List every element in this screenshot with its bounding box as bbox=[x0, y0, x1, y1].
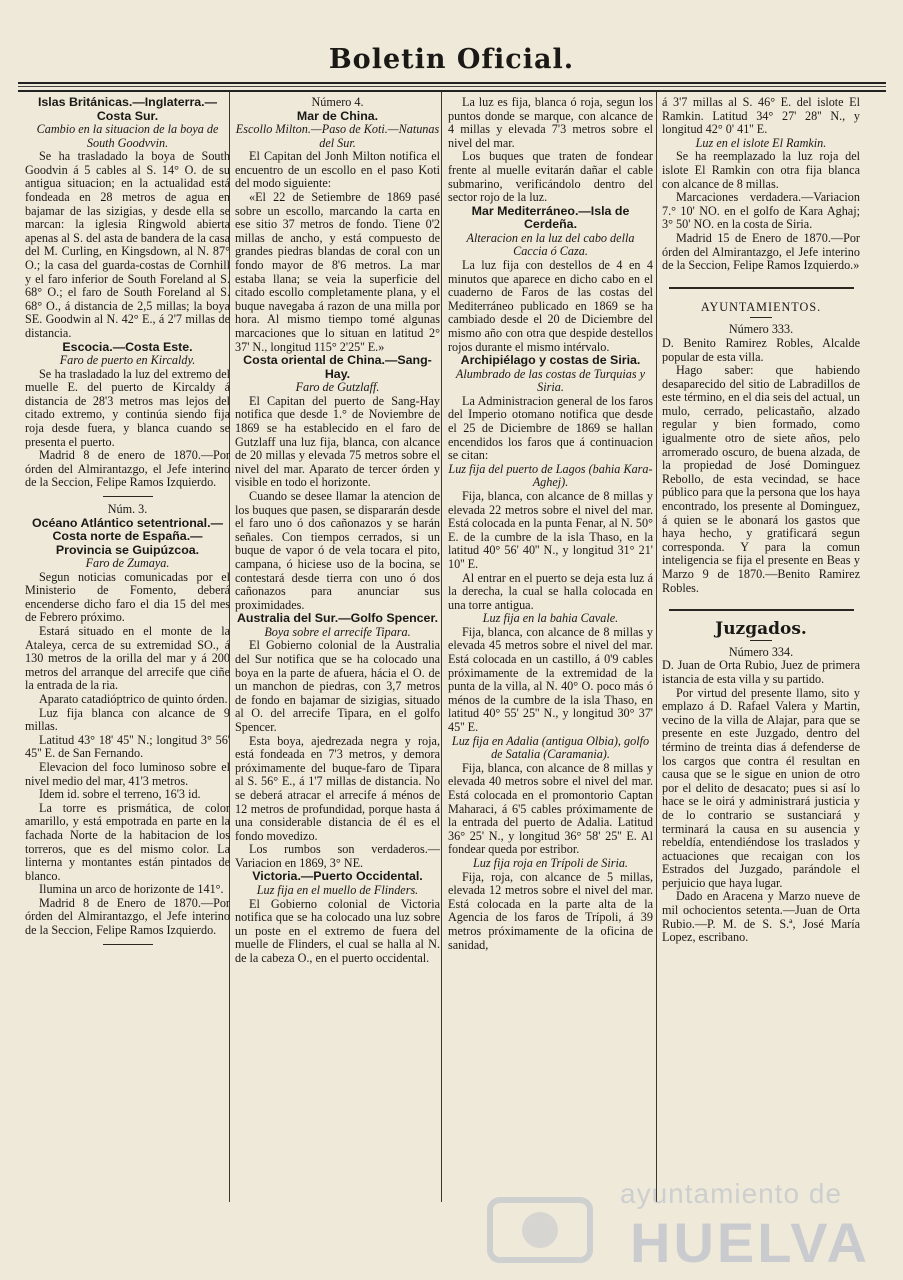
watermark-line2: HUELVA bbox=[630, 1211, 870, 1274]
crest-icon bbox=[480, 1190, 600, 1270]
section-subheading: Cambio en la situacion de la boya de South Goodvvin. bbox=[36, 122, 219, 150]
section-subheading: Boya sobre el arrecife Tipara. bbox=[264, 624, 411, 639]
paragraph: Luz fija blanca con alcance de 9 millas. bbox=[25, 705, 230, 734]
column-divider bbox=[441, 92, 442, 1202]
paragraph: Hago saber: que habiendo desaparecido del sitio de Labradillos de este término, en el dia seis del actual, un mulo, cerrado, pelicastaño, alzado regular y bien formado, como igualmente otro de siete años, pelo arromerado oscuro, de buena alzada, de la propiedad de José Dominguez Rebollo, de esta vecindad, se hace público para que la persona que los haya encontrado, los presente al Dominguez, á quien se le abonará los gastos que haya hecho, y gratificará segun corresponda. Y para la comun inteligencia se fija el presente en Beas y Marzo 9 de 1870.—Benito Ramirez Robles. bbox=[662, 363, 860, 595]
section-heading: Océano Atlántico setentrional.—Costa norte de España.—Provincia se Guipúzcoa. bbox=[32, 515, 223, 557]
section-subheading: Luz en el islote El Ramkin. bbox=[695, 135, 827, 150]
paragraph: Marcaciones verdadera.—Variacion 7.° 10' NO. en el golfo de Kara Aghaj; 3° 50' NO. en la costa de Siria. bbox=[662, 190, 860, 232]
section-subheading: Alteracion en la luz del cabo della Caccia ó Caza. bbox=[466, 230, 635, 259]
paragraph: La luz es fija, blanca ó roja, segun los puntos donde se marque, con alcance de 4 millas y elevada 7'3 metros sobre el nivel del mar. bbox=[448, 95, 653, 150]
paragraph: Los rumbos son verdaderos.—Variacion en 1869, 3° NE. bbox=[235, 842, 440, 870]
paragraph: El Gobierno colonial de Victoria notifica que se ha colocado una luz sobre un poste en el extremo de fuera del muelle de Flinders, el cual se halla al N. de la cabeza O., en el puerto occidental. bbox=[235, 896, 440, 965]
section-subheading: Faro de Gutzlaff. bbox=[295, 380, 380, 395]
section-subheading: Luz fija en la bahia Cavale. bbox=[482, 611, 619, 626]
paragraph: «El 22 de Setiembre de 1869 pasé sobre un escollo, marcando la carta en ese sitio 37 metros de fondo. Tiene 0'2 millas de ancho, y está compuesto de grandes piedras blandas de coral con un fondo mayor de 8'6 metros. La mar estaba llana; se veia la superficie del citado escollo completamente plana, y el buque navegaba á razon de una milla por hora. Al mismo tiempo tomé algunas marcaciones que lo situan en latitud 2° 37' N., longitud 115° 2'25'' E.» bbox=[235, 190, 440, 354]
column-2 bbox=[235, 96, 440, 966]
watermark-line1: ayuntamiento de bbox=[620, 1178, 843, 1209]
paragraph: Madrid 8 de Enero de 1870.—Por órden del Almirantazgo, el Jefe interino de la Seccion, Felipe Ramos Izquierdo. bbox=[25, 895, 230, 938]
paragraph: Fija, blanca, con alcance de 8 millas y elevada 45 metros sobre el nivel del mar. Está colocada en un castillo, á 0'9 cables próximamente de la extremidad de la punta de la villa, al N. 40° O. poco más ó ménos de la cumbre de la isla Thaso, en latitud 40° 55' 25'' N., y longitud 30° 37' 45'' E. bbox=[448, 624, 653, 735]
paragraph: Idem id. sobre el terreno, 16'3 id. bbox=[39, 787, 201, 802]
paragraph: Los buques que traten de fondear frente al muelle evitarán dañar el cable submarino, verificándolo dentro del sector rojo de la luz. bbox=[448, 149, 653, 205]
paragraph: La Administracion general de los faros del Imperio otomano notifica que desde el 25 de Diciembre de 1869 se hallan encendidos los faros que á continuacion se citan: bbox=[448, 393, 653, 463]
paragraph: Ilumina un arco de horizonte de 141°. bbox=[39, 882, 224, 897]
section-heading: Mar Mediterráneo.—Isla de Cerdeña. bbox=[471, 203, 630, 232]
top-rule bbox=[18, 82, 886, 92]
notice-number: Número 4. bbox=[311, 95, 364, 109]
column-divider bbox=[656, 92, 657, 1202]
divider bbox=[750, 317, 772, 318]
section-heading: Escocia.—Costa Este. bbox=[62, 339, 193, 354]
paragraph: á 3'7 millas al S. 46° E. del islote El Ramkin. Latitud 34° 27' 28'' N., y longitud 42° 0' 41'' E. bbox=[662, 95, 860, 137]
paragraph: La luz fija con destellos de 4 en 4 minutos que aparece en dicho cabo en el cuaderno de Faros de las costas del Mediterráneo publicado en 1869 se ha cambiado desde el 20 de Diciembre del mismo año con otra que despide destellos rojos durante el mismo intérvalo. bbox=[448, 257, 653, 354]
section-subheading: Alumbrado de las costas de Turquias y Siria. bbox=[455, 366, 646, 395]
column-1 bbox=[25, 96, 230, 951]
section-heading: Juzgados. bbox=[715, 619, 807, 640]
section-heading: AYUNTAMIENTOS. bbox=[700, 299, 822, 314]
section-heading: Australia del Sur.—Golfo Spencer. bbox=[236, 611, 439, 626]
divider bbox=[750, 640, 772, 641]
paragraph: D. Benito Ramirez Robles, Alcalde popular de esta villa. bbox=[662, 335, 860, 364]
paragraph: Estará situado en el monte de la Ataleya, cerca de su extremidad SO., á 130 metros de la orilla del mar y á 200 metros del arranque del arrecife que ciñe la entrada de la ria. bbox=[25, 624, 230, 693]
section-heading: Archipiélago y costas de Siria. bbox=[460, 353, 641, 368]
masthead-title: Boletin Oficial. bbox=[328, 44, 575, 75]
paragraph: Se ha trasladado la luz del extremo del muelle E. del puerto de Kircaldy á distancia de 28'3 metros mas lejos del citado extremo, y continúa siendo fija roja desde fuera, y blanca cuando se presenta el puerto. bbox=[25, 366, 230, 449]
paragraph: Elevacion del foco luminoso sobre el nivel medio del mar, 41'3 metros. bbox=[25, 759, 230, 788]
section-heading: Islas Británicas.—Inglaterra.—Costa Sur. bbox=[37, 95, 218, 123]
paragraph: Se ha trasladado la boya de South Goodvin á 5 cables al S. 14° O. de su antigua situacion; en la actualidad está fondeada en 28 metros de agua en bajamar de las sizigias, y desde ella se marcan: la iglesia Ringwold abierta apenas al S. del asta de bandera de la casa del M. Curling, en Kingsdown, al N. 87° O.; la casa del guarda-costas de Cornhill y el faro inferior de South Foreland al S. 68° O.; el faro de South Foreland al S. 68° O., á distancia de 2,5 millas; la boya SE. Goodwin al N. 42° E., á 2'7 millas de distancia. bbox=[25, 149, 230, 340]
section-heading: Mar de China. bbox=[296, 108, 379, 123]
section-subheading: Luz fija roja en Trípoli de Siria. bbox=[473, 855, 628, 870]
column-3 bbox=[448, 96, 653, 952]
paragraph: Esta boya, ajedrezada negra y roja, está fondeada en 7'3 metros, y demora próximamente del buque-faro de Tipara al S. 56° E., á 1'7 millas de distancia. No se deberá atracar el arrecife á ménos de 12 metros de profundidad, porque hasta á una considerable distancia de él es el fondo movedizo. bbox=[235, 733, 440, 843]
paragraph: Dado en Aracena y Marzo nueve de mil ochocientos setenta.—Juan de Orta Rubio.—P. M. de S. S.ª, José María Lopez, escribano. bbox=[662, 889, 860, 945]
section-subheading: Faro de puerto en Kircaldy. bbox=[59, 353, 196, 367]
section-subheading: Luz fija en el muello de Flinders. bbox=[256, 882, 419, 897]
section-heading: Victoria.—Puerto Occidental. bbox=[252, 869, 423, 884]
divider bbox=[103, 496, 153, 497]
paragraph: Fija, blanca, con alcance de 8 millas y elevada 40 metros sobre el nivel del mar. Está colocada en el promontorio Captan Maharaci, á 6'5 cables próximamente de la entrada del puerto de Adalia. Latitud 36° 25' N., y longitud 36° 58' 25'' E. Al fondear queda por estribor. bbox=[448, 760, 653, 857]
paragraph: La torre es prismática, de color amarillo, y está empotrada en parte en la fachada Norte de la habitacion de los torreros, que es del mismo color. La linterna y montantes están pintados de blanco. bbox=[25, 800, 230, 883]
section-subheading: Escollo Milton.—Paso de Koti.—Natunas del Sur. bbox=[235, 122, 440, 150]
section-subheading: Faro de Zumaya. bbox=[85, 556, 170, 571]
notice-number: Número 333. bbox=[728, 322, 794, 337]
watermark bbox=[420, 1170, 900, 1280]
paragraph: Madrid 15 de Enero de 1870.—Por órden del Almirantazgo, el Jefe interino de la Seccion, Felipe Ramos Izquierdo.» bbox=[662, 230, 860, 273]
column-4 bbox=[662, 96, 860, 945]
paragraph: Madrid 8 de enero de 1870.—Por órden del Almirantazgo, el Jefe interino de la Seccion, Felipe Ramos Izquierdo. bbox=[25, 448, 230, 490]
paragraph: D. Juan de Orta Rubio, Juez de primera istancia de esta villa y su partido. bbox=[662, 658, 860, 686]
paragraph: Al entrar en el puerto se deja esta luz á la derecha, la cual se halla colocada en una torre antigua. bbox=[448, 570, 653, 612]
paragraph: Por virtud del presente llamo, sito y emplazo á D. Rafael Valera y Martin, vecino de la villa de Alajar, para que se presente en este Juzgado, dentro del término de treinta dias á defenderse de los cargos que contra él resultan en causa que se le sigue en union de otro por el delito de desacato; pues si así lo hace se le oirá y administrará justicia y de lo contrario se sustanciará y terminará la causa en su ausencia y rebeldía, entendiéndose los traslados y actuaciones que recaigan con los Estrados del Juzgado, parándole el perjuicio que haya lugar. bbox=[662, 685, 860, 890]
paragraph: El Capitan del puerto de Sang-Hay notifica que desde 1.° de Noviembre de 1869 se ha establecido en el faro de Gutzlaff una luz fija, blanca, con alcance de 20 millas y elevada 75 metros sobre el nivel del mar. Aparato de tercer órden y visible en todo el horizonte. bbox=[235, 393, 440, 490]
divider bbox=[669, 287, 854, 289]
paragraph: Latitud 43° 18' 45'' N.; longitud 3° 56' 45'' E. de San Fernando. bbox=[25, 732, 230, 761]
paragraph: Fija, blanca, con alcance de 8 millas y elevada 22 metros sobre el nivel del mar. Está colocada en la punta Fenar, al N. 50° E. de la cumbre de la isla Thaso, en la latitud 40° 56' 40'' N., y longitud 31° 21' 10'' E. bbox=[448, 488, 653, 571]
paragraph: Se ha reemplazado la luz roja del islote El Ramkin con otra fija blanca con alcance de 8 millas. bbox=[662, 149, 860, 191]
section-heading: Costa oriental de China.—Sang-Hay. bbox=[243, 353, 432, 381]
section-subheading: Luz fija del puerto de Lagos (bahia Kara-Aghej). bbox=[448, 461, 653, 490]
paragraph: El Capitan del Jonh Milton notifica el encuentro de un escollo en el paso Koti del modo siguiente: bbox=[235, 149, 440, 191]
notice-number: Número 334. bbox=[728, 644, 794, 659]
paragraph: Segun noticias comunicadas por el Ministerio de Fomento, deberá encenderse dicho faro el dia 15 del mes de Febrero próximo. bbox=[25, 569, 230, 625]
divider bbox=[669, 609, 854, 611]
paragraph: El Gobierno colonial de la Australia del Sur notifica que se ha colocado una boya en la parte de afuera, hácia el O. de un manchon de piedras, con 3,7 metros de fondo en bajamar de sizigias, situado al O. del arrecife Tipara, en el golfo Spencer. bbox=[235, 638, 440, 734]
paragraph: Fija, roja, con alcance de 5 millas, elevada 12 metros sobre el nivel del mar. Está colocada en la parte alta de la Agencia de los faros de Trípoli, á 39 metros próximamente de la oficina de sanidad, bbox=[448, 869, 653, 952]
section-subheading: Luz fija en Adalia (antigua Olbia), golfo de Satalia (Caramania). bbox=[451, 733, 650, 762]
paragraph: Aparato catadióptrico de quinto órden. bbox=[39, 691, 228, 706]
notice-number: Núm. 3. bbox=[107, 501, 148, 516]
paragraph: Cuando se desee llamar la atencion de los buques que pasen, se dispararán desde el faro uno ó dos cañonazos y se harán señales. Con tiempos cerrados, si un buque de vapor ó de vela tocara el pito, campana, ó hiciese uso de la bocina, se contestará desde tierra con uno ó dos cañonazos para anunciar sus proximidades. bbox=[235, 488, 440, 612]
divider bbox=[103, 944, 153, 945]
